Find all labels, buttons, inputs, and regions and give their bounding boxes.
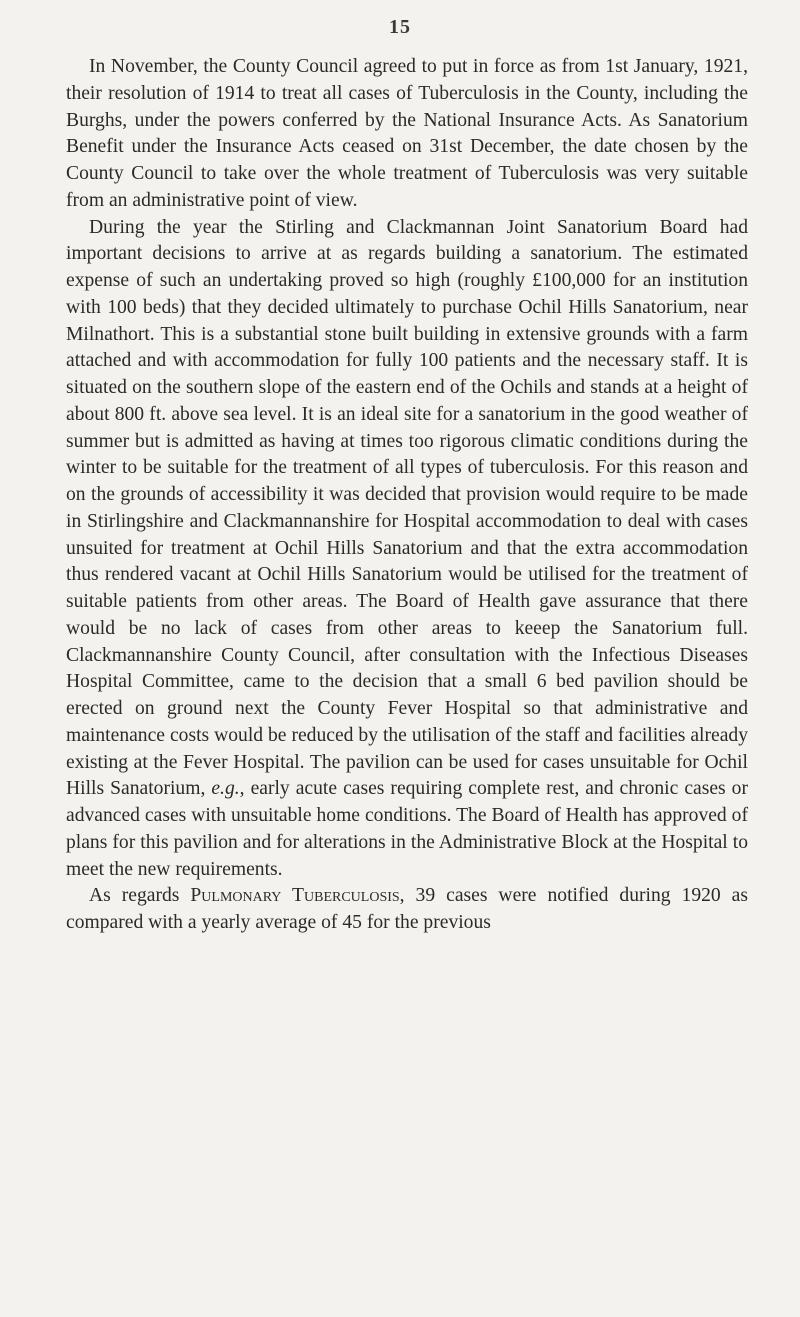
paragraph-insurance-acts-text: In November, the County Council agreed to put in force as from 1st January, 1921, their resolution of 1914 to treat all cases of Tuberculosis in the County, including the Burghs, under the powers conferred by the National Insurance Acts. As Sanatorium Benefit under the Insurance Acts ceased on 31st December, the date chosen by the County Council to take over the whole treatment of Tuberculosis was very suitable from an administrative point of view. [66, 56, 748, 211]
paragraph-pulmonary-text-1: As regards [89, 885, 191, 907]
paragraph-pulmonary-tuberculosis [66, 883, 748, 937]
paragraph-insurance-acts [66, 54, 748, 215]
page-number: 15 [389, 16, 411, 38]
paragraph-sanatorium-board-italic: e.g. [211, 778, 240, 800]
paragraph-sanatorium-board-text-1: During the year the Stirling and Clackmannan Joint Sanatorium Board had important decisions to arrive at as regards building a sanatorium. The estimated expense of such an undertaking proved so high (roughly £100,000 for an institution with 100 beds) that they decided ultimately to purchase Ochil Hills Sanatorium, near Milnathort. This is a substantial stone built building in extensive grounds with a farm attached and with accommodation for fully 100 patients and the necessary staff. It is situated on the southern slope of the eastern end of the Ochils and stands at a height of about 800 ft. above sea level. It is an ideal site for a sanatorium in the good weather of summer but is admitted as having at times too rigorous climatic conditions during the winter to be suitable for the treatment of all types of tuberculosis. For this reason and on the grounds of accessibility it was decided that provision would require to be made in Stirlingshire and Clackmannanshire for Hospital accommodation to deal with cases unsuited for treatment at Ochil Hills Sanatorium and that the extra accommodation thus rendered vacant at Ochil Hills Sanatorium would be utilised for the treatment of suitable patients from other areas. The Board of Health gave assurance that there would be no lack of cases from other areas to keeep the Sanatorium full. Clackmannanshire County Council, after consultation with the Infectious Diseases Hospital Committee, came to the decision that a small 6 bed pavilion should be erected on ground next the County Fever Hospital so that administrative and maintenance costs would be reduced by the utilisation of the staff and facilities already existing at the Fever Hospital. The pavilion can be used for cases unsuitable for Ochil Hills Sanatorium, [66, 216, 748, 800]
paragraph-sanatorium-board-text-2: , early acute cases requiring complete rest, and chronic cases or advanced cases with unsuitable home conditions. The Board of Health has approved of plans for this pavilion and for alterations in the Administrative Block at the Hospital to meet the new requirements. [66, 778, 748, 880]
body-text [66, 54, 748, 937]
paragraph-sanatorium-board [66, 215, 748, 884]
paragraph-pulmonary-smallcaps: Pulmonary Tuberculosis, [190, 885, 405, 907]
paragraph-pulmonary-text-2: 39 cases were notified during 1920 as compared with a yearly average of 45 for the previous [66, 885, 749, 933]
